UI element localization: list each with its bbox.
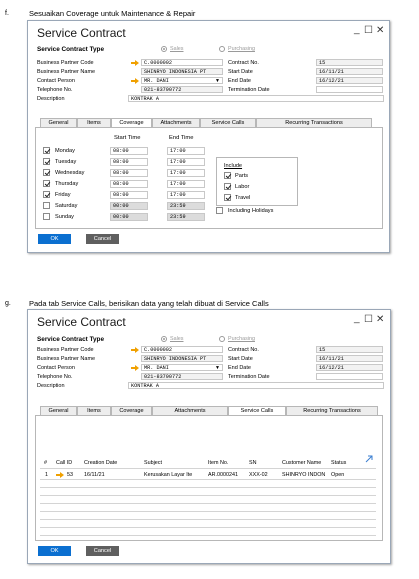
end-date-field[interactable]: 16/12/21 bbox=[316, 77, 383, 84]
sales-radio[interactable] bbox=[161, 336, 167, 342]
minimize-button[interactable]: _ bbox=[354, 24, 360, 35]
service-contract-type-label: Service Contract Type bbox=[37, 46, 105, 53]
grid-divider bbox=[40, 495, 376, 496]
close-button[interactable]: ✕ bbox=[376, 314, 385, 325]
grid-divider bbox=[40, 535, 376, 536]
wednesday-checkbox[interactable] bbox=[43, 169, 50, 176]
monday-label: Monday bbox=[55, 148, 75, 154]
service-contract-window-coverage bbox=[27, 20, 390, 253]
contact-person-select[interactable]: MR. DANI bbox=[141, 364, 223, 371]
tab-items[interactable]: Items bbox=[77, 118, 111, 127]
friday-checkbox[interactable] bbox=[43, 191, 50, 198]
sales-radio-label: Sales bbox=[170, 46, 184, 52]
tuesday-start-time[interactable]: 08:00 bbox=[110, 158, 148, 166]
termination-date-field[interactable] bbox=[316, 86, 383, 93]
saturday-checkbox[interactable] bbox=[43, 202, 50, 209]
col-header-subject[interactable]: Subject bbox=[144, 460, 162, 466]
bp-name-label: Business Partner Name bbox=[37, 356, 96, 362]
description-label: Description bbox=[37, 383, 65, 389]
termination-date-label: Termination Date bbox=[228, 374, 270, 380]
sales-radio-label: Sales bbox=[170, 336, 184, 342]
cell-sn: XXX-02 bbox=[249, 472, 268, 478]
link-arrow-icon[interactable] bbox=[131, 347, 139, 353]
monday-end-time[interactable]: 17:00 bbox=[167, 147, 205, 155]
col-header-num[interactable]: # bbox=[44, 460, 47, 466]
tab-coverage[interactable]: Coverage bbox=[111, 406, 152, 415]
termination-date-field[interactable] bbox=[316, 373, 383, 380]
contact-person-select[interactable]: MR. DANI bbox=[141, 77, 223, 84]
friday-start-time[interactable]: 08:00 bbox=[110, 191, 148, 199]
contract-no-label: Contract No. bbox=[228, 347, 259, 353]
labor-label: Labor bbox=[235, 184, 250, 190]
description-field[interactable]: KONTRAK A bbox=[128, 382, 384, 389]
telephone-field[interactable]: 021-83790772 bbox=[141, 373, 223, 380]
tab-attachments[interactable]: Attachments bbox=[152, 118, 200, 127]
purchasing-radio[interactable] bbox=[219, 46, 225, 52]
close-button[interactable]: ✕ bbox=[376, 25, 385, 36]
link-arrow-icon[interactable] bbox=[56, 472, 64, 478]
window-title: Service Contract bbox=[37, 315, 126, 329]
step-f-instruction: Sesuaikan Coverage untuk Maintenance & Repair bbox=[29, 9, 196, 18]
labor-checkbox[interactable] bbox=[224, 183, 231, 190]
grid-divider bbox=[40, 468, 376, 469]
bp-code-label: Business Partner Code bbox=[37, 60, 94, 66]
travel-label: Travel bbox=[235, 195, 251, 201]
cancel-button[interactable]: Cancel bbox=[86, 234, 119, 244]
coverage-panel bbox=[35, 127, 383, 229]
tab-general[interactable]: General bbox=[40, 118, 77, 127]
grid-divider bbox=[40, 479, 376, 480]
sunday-end-time[interactable]: 23:59 bbox=[167, 213, 205, 221]
ok-button[interactable]: OK bbox=[38, 546, 71, 556]
window-title: Service Contract bbox=[37, 26, 126, 40]
grid-divider bbox=[40, 519, 376, 520]
saturday-end-time[interactable]: 23:59 bbox=[167, 202, 205, 210]
thursday-end-time[interactable]: 17:00 bbox=[167, 180, 205, 188]
col-header-call-id[interactable]: Call ID bbox=[56, 460, 73, 466]
step-g-letter: g. bbox=[5, 300, 11, 307]
cell-num: 1 bbox=[45, 472, 48, 478]
grid-divider bbox=[40, 487, 376, 488]
tab-coverage[interactable]: Coverage bbox=[111, 118, 152, 128]
include-label: Include bbox=[224, 163, 243, 169]
termination-date-label: Termination Date bbox=[228, 87, 270, 93]
start-date-label: Start Date bbox=[228, 356, 253, 362]
wednesday-start-time[interactable]: 08:00 bbox=[110, 169, 148, 177]
link-arrow-icon[interactable] bbox=[131, 60, 139, 66]
col-header-creation-date[interactable]: Creation Date bbox=[84, 460, 118, 466]
grid-divider bbox=[40, 503, 376, 504]
contract-no-field[interactable]: 15 bbox=[316, 59, 383, 66]
col-header-item-no[interactable]: Item No. bbox=[208, 460, 229, 466]
link-arrow-icon[interactable] bbox=[131, 78, 139, 84]
telephone-label: Telephone No. bbox=[37, 374, 73, 380]
grid-divider bbox=[40, 511, 376, 512]
contract-no-field[interactable]: 15 bbox=[316, 346, 383, 353]
start-date-field[interactable]: 16/11/21 bbox=[316, 68, 383, 75]
cancel-button[interactable]: Cancel bbox=[86, 546, 119, 556]
col-header-status[interactable]: Status bbox=[331, 460, 347, 466]
cell-status: Open bbox=[331, 472, 345, 478]
friday-end-time[interactable]: 17:00 bbox=[167, 191, 205, 199]
tuesday-end-time[interactable]: 17:00 bbox=[167, 158, 205, 166]
service-contract-type-label: Service Contract Type bbox=[37, 336, 105, 343]
including-holidays-checkbox[interactable] bbox=[216, 207, 223, 214]
minimize-button[interactable]: _ bbox=[354, 313, 360, 324]
dropdown-arrow-icon[interactable]: ▼ bbox=[215, 78, 220, 84]
parts-label: Parts bbox=[235, 173, 249, 179]
telephone-field[interactable]: 021-83790772 bbox=[141, 86, 223, 93]
end-date-label: End Date bbox=[228, 78, 251, 84]
tab-general[interactable]: General bbox=[40, 406, 77, 415]
tab-recurring-transactions[interactable]: Recurring Transactions bbox=[286, 406, 378, 415]
cell-call-id: 53 bbox=[67, 472, 73, 478]
travel-checkbox[interactable] bbox=[224, 194, 231, 201]
tab-service-calls[interactable]: Service Calls bbox=[200, 118, 256, 127]
friday-label: Friday bbox=[55, 192, 71, 198]
saturday-start-time[interactable]: 00:00 bbox=[110, 202, 148, 210]
monday-checkbox[interactable] bbox=[43, 147, 50, 154]
start-time-header: Start Time bbox=[114, 135, 141, 141]
sunday-start-time[interactable]: 00:00 bbox=[110, 213, 148, 221]
thursday-label: Thursday bbox=[55, 181, 79, 187]
cell-creation-date: 16/11/21 bbox=[84, 472, 105, 478]
thursday-checkbox[interactable] bbox=[43, 180, 50, 187]
tuesday-checkbox[interactable] bbox=[43, 158, 50, 165]
contract-no-label: Contract No. bbox=[228, 60, 259, 66]
bp-code-label: Business Partner Code bbox=[37, 347, 94, 353]
including-holidays-label: Including Holidays bbox=[228, 208, 274, 214]
start-date-field[interactable]: 16/11/21 bbox=[316, 355, 383, 362]
description-field[interactable]: KONTRAK A bbox=[128, 95, 384, 102]
purchasing-radio[interactable] bbox=[219, 336, 225, 342]
monday-start-time[interactable]: 08:00 bbox=[110, 147, 148, 155]
col-header-customer-name[interactable]: Customer Name bbox=[282, 460, 322, 466]
sales-radio[interactable] bbox=[161, 46, 167, 52]
bp-name-field[interactable]: SHINRYO INDONESIA PT bbox=[141, 68, 223, 75]
tuesday-label: Tuesday bbox=[55, 159, 77, 165]
thursday-start-time[interactable]: 08:00 bbox=[110, 180, 148, 188]
parts-checkbox[interactable] bbox=[224, 172, 231, 179]
bp-name-field[interactable]: SHINRYO INDONESIA PT bbox=[141, 355, 223, 362]
tab-bar bbox=[40, 406, 380, 415]
expand-arrow-icon[interactable] bbox=[365, 455, 373, 463]
end-time-header: End Time bbox=[169, 135, 194, 141]
bp-code-field[interactable]: C.0000002 bbox=[141, 346, 223, 353]
purchasing-radio-label: Purchasing bbox=[228, 46, 255, 52]
start-date-label: Start Date bbox=[228, 69, 253, 75]
description-label: Description bbox=[37, 96, 65, 102]
tab-items[interactable]: Items bbox=[77, 406, 111, 415]
tab-bar bbox=[40, 118, 380, 127]
grid-divider bbox=[40, 527, 376, 528]
contact-person-label: Contact Person bbox=[37, 365, 75, 371]
col-header-sn[interactable]: SN bbox=[249, 460, 257, 466]
bp-code-field[interactable]: C.0000002 bbox=[141, 59, 223, 66]
step-g-instruction: Pada tab Service Calls, berisikan data yang telah dibuat di Service Calls bbox=[29, 299, 269, 308]
end-date-label: End Date bbox=[228, 365, 251, 371]
step-f-letter: f. bbox=[5, 10, 9, 17]
link-arrow-icon[interactable] bbox=[131, 365, 139, 371]
end-date-field[interactable]: 16/12/21 bbox=[316, 364, 383, 371]
service-contract-window-service-calls bbox=[27, 309, 391, 564]
bp-name-label: Business Partner Name bbox=[37, 69, 96, 75]
purchasing-radio-label: Purchasing bbox=[228, 336, 255, 342]
cell-item-no: AR.0000241 bbox=[208, 472, 238, 478]
tab-recurring-transactions[interactable]: Recurring Transactions bbox=[256, 118, 372, 127]
dropdown-arrow-icon[interactable]: ▼ bbox=[215, 365, 220, 371]
wednesday-label: Wednesday bbox=[55, 170, 85, 176]
wednesday-end-time[interactable]: 17:00 bbox=[167, 169, 205, 177]
tab-attachments[interactable]: Attachments bbox=[152, 406, 228, 415]
cell-customer-name: SHINRYO INDON bbox=[282, 472, 326, 478]
maximize-button[interactable]: ☐ bbox=[364, 314, 373, 325]
ok-button[interactable]: OK bbox=[38, 234, 71, 244]
cell-subject: Kerusakan Layar Ite bbox=[144, 472, 193, 478]
saturday-label: Saturday bbox=[55, 203, 78, 209]
contact-person-label: Contact Person bbox=[37, 78, 75, 84]
maximize-button[interactable]: ☐ bbox=[364, 25, 373, 36]
sunday-checkbox[interactable] bbox=[43, 213, 50, 220]
sunday-label: Sunday bbox=[55, 214, 74, 220]
tab-service-calls[interactable]: Service Calls bbox=[228, 406, 286, 416]
telephone-label: Telephone No. bbox=[37, 87, 73, 93]
